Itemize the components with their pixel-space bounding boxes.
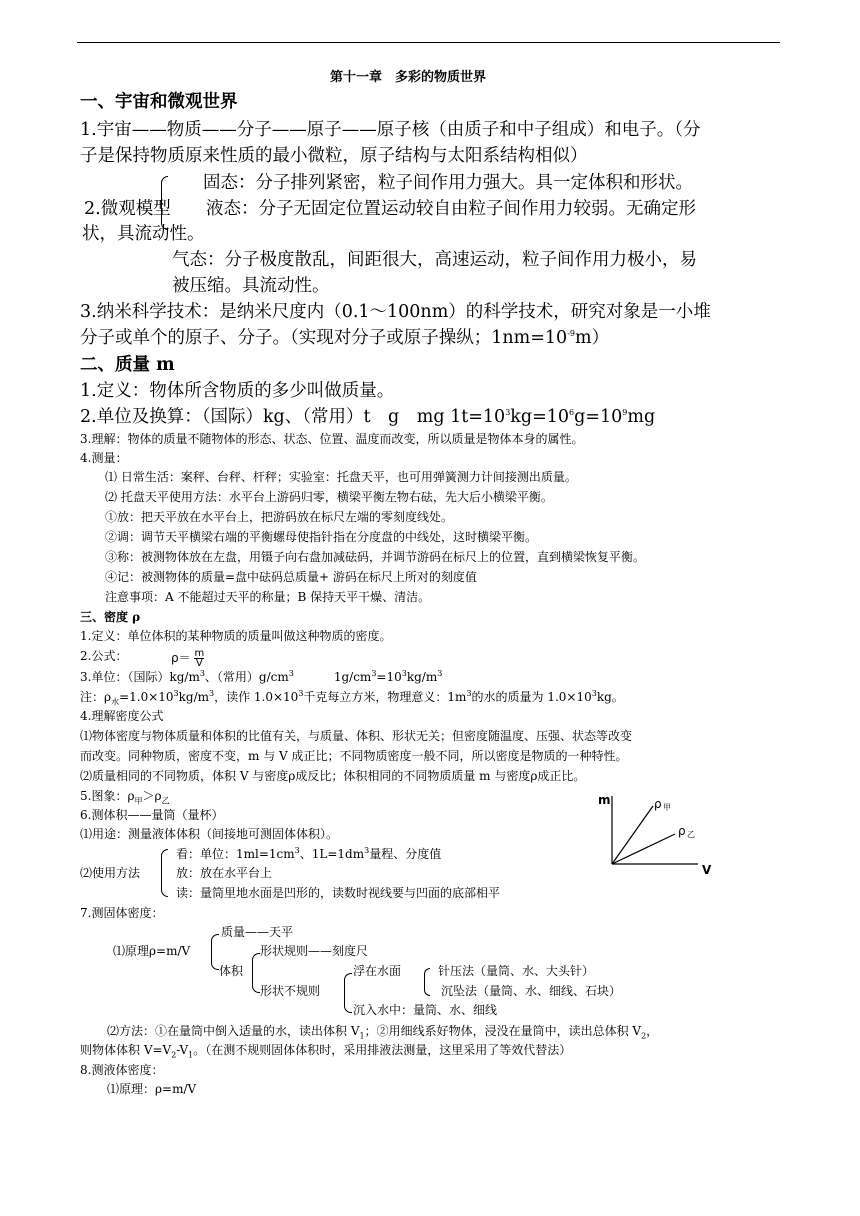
section-heading-mass: 二、质量 m <box>80 355 175 375</box>
text-liquid-2: 状，具流动性。 <box>82 224 205 244</box>
graph-y-label: m <box>598 793 611 807</box>
tree-brace-volume <box>252 953 260 993</box>
text-use-method: ⑵使用方法 <box>80 866 141 880</box>
graph-line-jia <box>612 806 653 864</box>
text-sink: 沉入水中：量筒、水、细线 <box>353 1003 498 1017</box>
text-measure-daily: ⑴ 日常生活：案秤、台秤、杆秤；实验室：托盘天平，也可用弹簧测力计间接测出质量。 <box>105 470 577 484</box>
graph-line-yi <box>612 834 675 864</box>
text-step-record: ④记：被测物体的质量=盘中砝码总质量+ 游码在标尺上所对的刻度值 <box>105 570 477 584</box>
text-gas-2: 被压缩。具流动性。 <box>172 276 330 296</box>
text-nano-2: 分子或单个的原子、分子。（实现对分子或原子操纵；$1nm=10^{-9}m$） <box>80 328 610 348</box>
text-nano-1: 3.纳米科学技术：是纳米尺度内（0.1～100nm）的科学技术，研究对象是一小堆 <box>80 302 711 322</box>
text-float: 浮在水面 <box>353 964 402 978</box>
text-volume: 体积 <box>219 964 244 978</box>
graph-line1-sub: 甲 <box>663 803 671 812</box>
text-gas-1: 气态：分子极度散乱，间距很大，高速运动，粒子间作用力极小，易 <box>172 250 697 270</box>
text-place: 放：放在水平台上 <box>176 866 273 880</box>
text-density-formula-label: 2.公式： <box>80 649 128 663</box>
text-graph-label: 5.图象：$\rho_甲>\rho_乙$ <box>80 789 170 806</box>
text-understand-1a: ⑴物体密度与物体质量和体积的比值有关，与质量、体积、形状无关；但密度随温度、压强、状态等改变 <box>80 729 633 743</box>
text-balance-method: ⑵ 托盘天平使用方法：水平台上游码归零，横梁平衡左物右砝，先大后小横梁平衡。 <box>105 490 553 504</box>
text-solid: 固态：分子排列紧密，粒子间作用力强大。具一定体积和形状。 <box>203 173 693 193</box>
graph-line2-label: ρ <box>678 824 686 838</box>
graph-line2-sub: 乙 <box>687 830 695 839</box>
density-graph <box>590 788 720 883</box>
text-method-2: 则物体体积 $V=V_2-V_1$。（在测不规则固体体积时，采用排液法测量，这里采用了等效代替法） <box>80 1043 572 1060</box>
method-brace <box>161 849 168 897</box>
text-understand-formula: 4.理解密度公式 <box>80 709 164 723</box>
text-solid-density: 7.测固体密度： <box>80 906 164 920</box>
text-regular: 形状规则——刻度尺 <box>260 944 369 958</box>
text-understand-1b: 而改变。同种物质，密度不变，m 与 V 成正比；不同物质密度一般不同，所以密度是物质的一种特性。 <box>80 749 628 763</box>
text-mass-balance: 质量——天平 <box>221 925 294 939</box>
density-formula: ρ＝ $\frac{m}{V}$ <box>171 648 205 669</box>
text-mass-measure: 4.测量： <box>80 451 128 465</box>
text-mass-definition: 1.定义：物体所含物质的多少叫做质量。 <box>80 381 395 401</box>
text-liquid-1: 液态：分子无固定位置运动较自由粒子间作用力较弱。无确定形 <box>206 199 696 219</box>
text-liquid-principle: ⑴原理：ρ=m/V <box>107 1082 197 1096</box>
text-volume-use: ⑴用途：测量液体体积（间接地可测固体体积）。 <box>80 827 339 841</box>
text-principle: ⑴原理ρ=m/V <box>113 944 191 958</box>
text-mass-understanding: 3.理解：物体的质量不随物体的形态、状态、位置、温度而改变，所以质量是物体本身的属性。 <box>80 432 584 446</box>
text-water-density-note: 注：$\rho_水=1.0\times 10^3kg/m^3$，读作 $1.0\times 10^3$千克每立方米，物理意义：$1m^3$的水的质量为 $1.0\times 10^3kg$。 <box>80 689 624 707</box>
section-heading-density: 三、密度 ρ <box>80 610 141 624</box>
text-step-place: ①放：把天平放在水平台上，把游码放在标尺左端的零刻度线处。 <box>105 510 454 524</box>
text-density-units: 3.单位：（国际）$kg/m^3$、（常用）$g/cm^3$ $1g/cm^3=10^3kg/m^3$ <box>80 669 443 684</box>
text-step-weigh: ③称：被测物体放在左盘，用镊子向右盘加减砝码，并调节游码在标尺上的位置，直到横梁恢复平衡。 <box>105 550 646 564</box>
text-density-definition: 1.定义：单位体积的某种物质的质量叫做这种物质的密度。 <box>80 629 392 643</box>
text-balance-notes: 注意事项：A 不能超过天平的称量；B 保持天平干燥、清洁。 <box>105 590 431 604</box>
text-read: 读：量筒里地水面是凹形的，读数时视线要与凹面的底部相平 <box>176 886 501 900</box>
graph-x-label: V <box>702 863 712 877</box>
section-heading-universe: 一、宇宙和微观世界 <box>80 92 238 112</box>
tree-brace-irregular <box>344 973 352 1013</box>
text-mass-units: 2.单位及换算：（国际）kg、（常用）t g mg $1t=10^3kg=10^6g=10^9mg$ <box>80 407 656 427</box>
text-universe-1: 1.宇宙——物质——分子——原子——原子核（由质子和中子组成）和电子。（分 <box>80 120 701 140</box>
text-measure-volume: 6.测体积——量筒（量杯） <box>80 808 224 822</box>
text-sink-weight: 沉坠法（量筒、水、细线、石块） <box>441 984 622 998</box>
tree-brace-main <box>211 934 219 970</box>
chapter-title: 第十一章 多彩的物质世界 <box>330 70 487 85</box>
text-understand-2: ⑵质量相同的不同物质，体积 V 与密度ρ成反比；体积相同的不同物质质量 m 与密度ρ成正比。 <box>80 769 586 783</box>
text-method-1: ⑵方法：①在量筒中倒入适量的水，读出体积 $V_1$；②用细线系好物体，浸没在量筒中，读出总体积 $V_2$， <box>107 1024 659 1041</box>
text-liquid-density: 8.测液体密度： <box>80 1063 164 1077</box>
text-step-adjust: ②调：调节天平横梁右端的平衡螺母使指针指在分度盘的中线处，这时横梁平衡。 <box>105 530 538 544</box>
text-press: 针压法（量筒、水、大头针） <box>438 964 595 978</box>
text-irregular: 形状不规则 <box>260 984 321 998</box>
tree-brace-float <box>424 968 430 996</box>
text-universe-2: 子是保持物质原来性质的最小微粒，原子结构与太阳系结构相似） <box>80 146 588 166</box>
text-look: 看：单位：$1ml=1cm^3$、$1L=1dm^3$量程、分度值 <box>176 846 442 861</box>
graph-line1-label: ρ <box>654 797 662 811</box>
model-label: 2.微观模型 <box>84 199 171 219</box>
header-rule <box>77 42 780 43</box>
